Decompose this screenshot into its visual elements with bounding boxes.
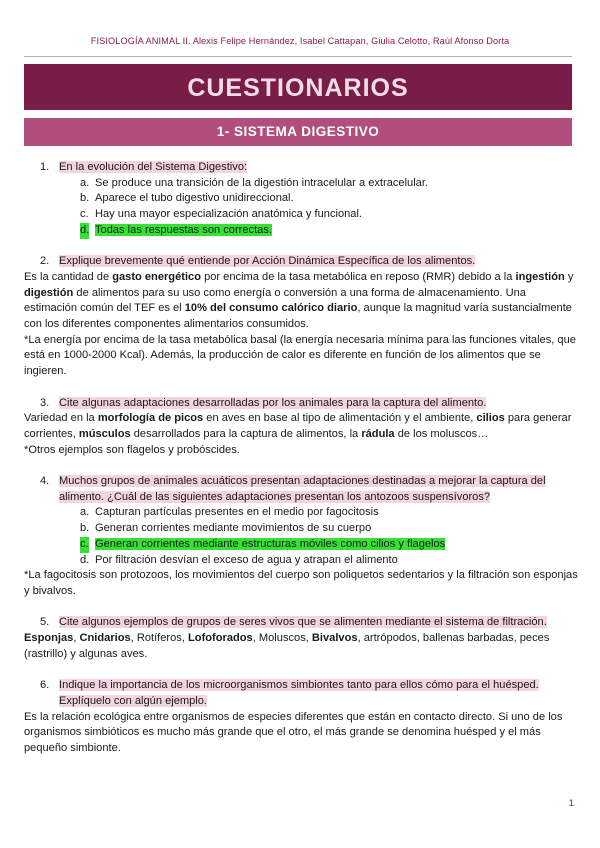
- option-d-correct: d. Todas las respuestas son correctas.: [24, 223, 579, 239]
- option-a: a. Se produce una transición de la digestión intracelular a extracelular.: [80, 176, 429, 189]
- answer-3: Variedad en la morfología de picos en aves en base al tipo de alimentación y el ambiente, cilios para generar corrientes, músculos desarrollados para la captura de alimentos, la rádula de los moluscos…: [24, 412, 572, 440]
- header-divider: [24, 56, 572, 57]
- answer-3-note: *Otros ejemplos son flagelos y probóscides.: [24, 443, 240, 456]
- question-text: Cite algunos ejemplos de grupos de seres vivos que se alimenten mediante el sistema de filtración.: [59, 616, 547, 629]
- answer-2: Es la cantidad de gasto energético por encima de la tasa metabólica en reposo (RMR) debido a la ingestión y digestión de alimentos para su uso como energía o conversión a una forma de almacenamiento. Una estimación común del TEF es el 10% del consumo calórico diario, aunque la magnitud varía sustancialmente con los diferentes componentes alimentarios consumidos.: [24, 270, 574, 331]
- question-4: [24, 474, 579, 505]
- page-header: FISIOLOGÍA ANIMAL II. Alexis Felipe Hernández, Isabel Cattapan, Giulia Celotto, Raúl Afonso Dorta: [90, 36, 510, 46]
- page-number: 1: [568, 798, 574, 809]
- question-number: 2.: [40, 255, 50, 268]
- question-5: [24, 615, 579, 631]
- answer-4-note: *La fagocitosis son protozoos, los movimientos del cuerpo son poliquetos sedentarios y la filtración son esponjas y bivalvos.: [24, 569, 578, 597]
- question-text: Cite algunas adaptaciones desarrolladas por los animales para la captura del alimento.: [59, 396, 487, 409]
- answer-2-note: *La energía por encima de la tasa metabólica basal (la energía necesaria mínima para las funciones vitales, que está en 1000-2000 Kcal). Además, la producción de calor es diferente en función de los alimentos que se ingieren.: [24, 333, 576, 378]
- question-text: Muchos grupos de animales acuáticos presentan adaptaciones destinadas a mejorar la captura del alimento. ¿Cuál de las siguientes adaptaciones presentan los antozoos suspensívoros?: [59, 475, 546, 503]
- section-title: 1- SISTEMA DIGESTIVO: [24, 118, 572, 146]
- answer-6: Es la relación ecológica entre organismos de especies diferentes que están en contacto directo. Si uno de los organismos simbióticos es mucho más grande que el otro, el más grande se denomina huésped y el más pequeño simbionte.: [24, 710, 563, 754]
- option-b: b. Generan corrientes mediante movimientos de su cuerpo: [80, 522, 372, 535]
- question-6: [24, 678, 579, 709]
- question-1-options: [24, 176, 579, 239]
- question-text: En la evolución del Sistema Digestivo:: [59, 161, 248, 173]
- question-text: Indique la importancia de los microorganismos simbiontes tanto para ellos cómo para el huésped. Explíquelo con algún ejemplo.: [59, 679, 539, 707]
- question-text: Explique brevemente qué entiende por Acción Dinámica Específica de los alimentos.: [59, 255, 476, 268]
- answer-5: Esponjas, Cnidarios, Rotíferos, Lofoforados, Moluscos, Bivalvos, artrópodos, ballenas barbadas, peces (rastrillo) y algunas aves.: [24, 632, 550, 660]
- option-d: d. Por filtración desvían el exceso de agua y atrapan el alimento: [80, 553, 398, 566]
- option-a: a. Capturan partículas presentes en el medio por fagocitosis: [80, 506, 379, 519]
- question-number: 1.: [40, 161, 50, 173]
- option-c-correct: c. Generan corrientes mediante estructuras móviles como cilios y flagelos: [24, 537, 579, 553]
- option-c: c. Hay una mayor especialización anatómica y funcional.: [80, 208, 363, 221]
- question-3: [24, 396, 579, 412]
- question-1: [24, 160, 579, 176]
- question-number: 5.: [40, 616, 50, 629]
- question-number: 6.: [40, 679, 50, 692]
- questionnaire: [24, 160, 579, 757]
- question-number: 3.: [40, 396, 50, 409]
- question-number: 4.: [40, 475, 50, 488]
- question-4-options: [24, 505, 579, 568]
- option-b: b. Aparece el tubo digestivo unidireccional.: [80, 192, 294, 205]
- question-2: [24, 254, 579, 270]
- page-title: CUESTIONARIOS: [24, 64, 572, 110]
